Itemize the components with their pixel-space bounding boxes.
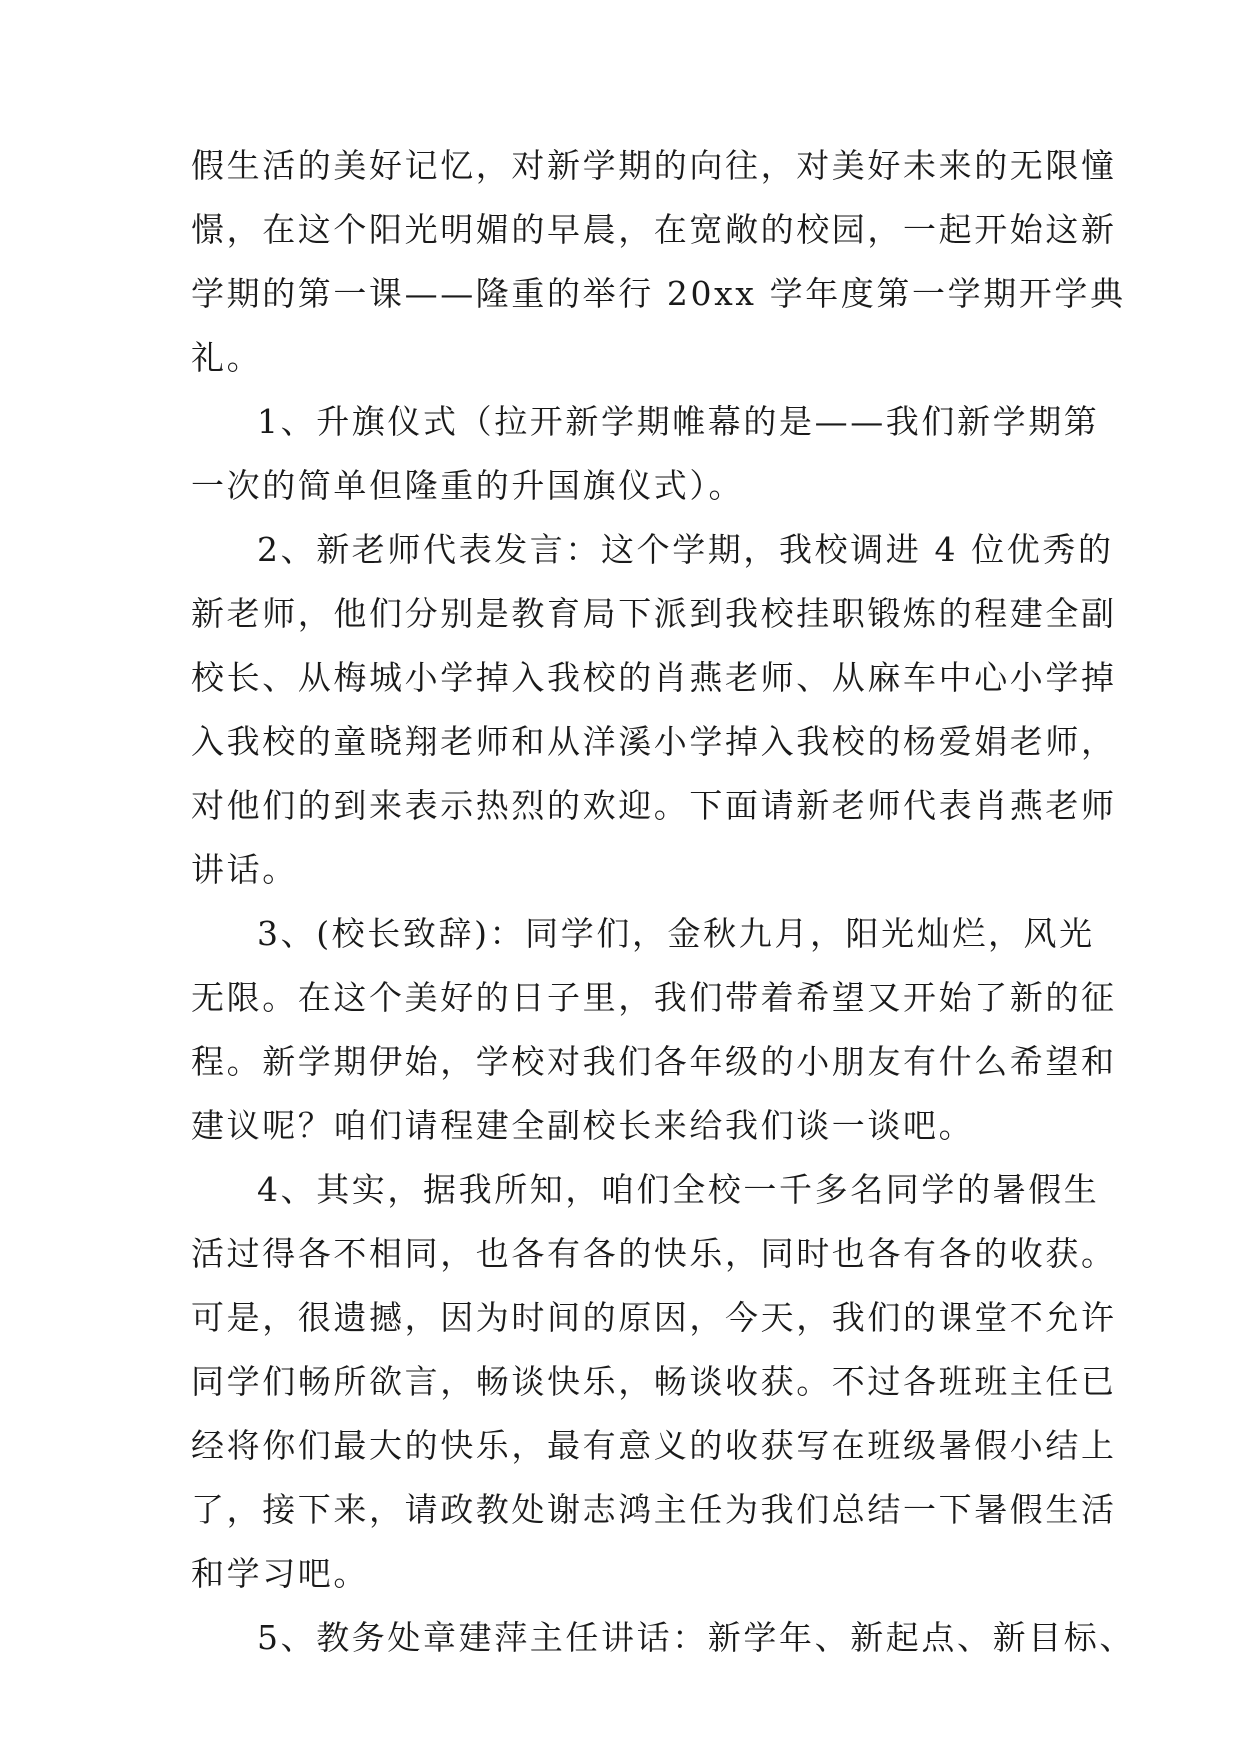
text-line: 程。新学期伊始，学校对我们各年级的小朋友有什么希望和 <box>191 1042 1117 1081</box>
text-line: 憬，在这个阳光明媚的早晨，在宽敞的校园，一起开始这新 <box>191 210 1117 249</box>
text-line: 活过得各不相同，也各有各的快乐，同时也各有各的收获。 <box>191 1234 1117 1273</box>
text-line: 经将你们最大的快乐，最有意义的收获写在班级暑假小结上 <box>191 1426 1117 1465</box>
text-line: 和学习吧。 <box>191 1554 369 1593</box>
text-line: 5、教务处章建萍主任讲话：新学年、新起点、新目标、 <box>257 1618 1135 1657</box>
text-line: 了，接下来，请政教处谢志鸿主任为我们总结一下暑假生活 <box>191 1490 1117 1529</box>
text-line: 新老师，他们分别是教育局下派到我校挂职锻炼的程建全副 <box>191 594 1117 633</box>
text-line: 校长、从梅城小学掉入我校的肖燕老师、从麻车中心小学掉 <box>191 658 1117 697</box>
text-line: 假生活的美好记忆，对新学期的向往，对美好未来的无限憧 <box>191 146 1117 185</box>
text-line: 入我校的童晓翔老师和从洋溪小学掉入我校的杨爱娟老师， <box>191 722 1117 761</box>
text-line: 一次的简单但隆重的升国旗仪式）。 <box>191 466 745 505</box>
text-line: 讲话。 <box>191 850 298 889</box>
text-line: 无限。在这个美好的日子里，我们带着希望又开始了新的征 <box>191 978 1117 1017</box>
text-line: 可是，很遗撼，因为时间的原因，今天，我们的课堂不允许 <box>191 1298 1117 1337</box>
text-line: 4、其实，据我所知，咱们全校一千多名同学的暑假生 <box>257 1170 1100 1209</box>
text-line: 1、升旗仪式（拉开新学期帷幕的是——我们新学期第 <box>257 402 1100 441</box>
text-line: 礼。 <box>191 338 263 377</box>
text-line: 3、(校长致辞)：同学们，金秋九月，阳光灿烂，风光 <box>257 914 1095 953</box>
text-line: 同学们畅所欲言，畅谈快乐，畅谈收获。不过各班班主任已 <box>191 1362 1117 1401</box>
text-line: 对他们的到来表示热烈的欢迎。下面请新老师代表肖燕老师 <box>191 786 1117 825</box>
text-line: 2、新老师代表发言：这个学期，我校调进 4 位优秀的 <box>257 530 1114 569</box>
text-line: 建议呢？咱们请程建全副校长来给我们谈一谈吧。 <box>191 1106 975 1145</box>
text-line: 学期的第一课——隆重的举行 20xx 学年度第一学期开学典 <box>191 274 1126 313</box>
